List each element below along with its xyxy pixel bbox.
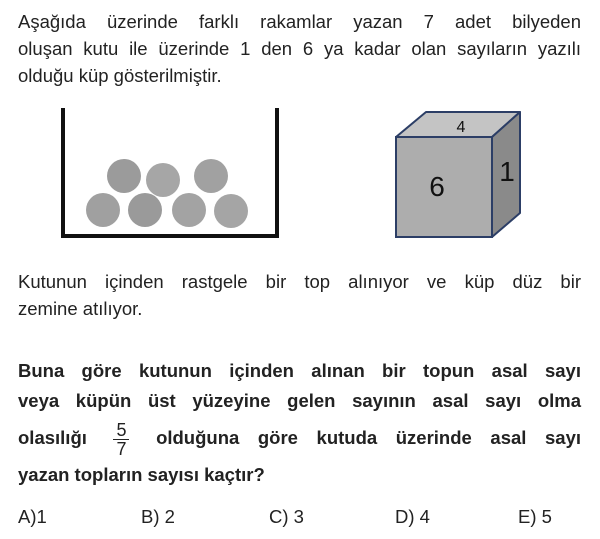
ball <box>128 193 162 227</box>
box-figure <box>63 108 277 236</box>
fraction-denominator: 7 <box>113 439 129 458</box>
answer-options <box>18 506 588 532</box>
ball <box>86 193 120 227</box>
event-line-1: Kutunun içinden rastgele bir top alınıyor ve küp düz bir <box>18 271 581 292</box>
intro-line-2: oluşan kutu ile üzerinde 1 den 6 ya kadar olan sayıların yazılı <box>18 38 581 59</box>
cube-side-number: 1 <box>499 156 515 187</box>
option-e[interactable]: E) 5 <box>518 506 552 527</box>
ball <box>214 194 248 228</box>
question-paragraph <box>18 356 581 490</box>
question-line-4: yazan topların sayısı kaçtır? <box>18 464 265 485</box>
cube-top-number: 4 <box>456 119 466 136</box>
event-line-2: zemine atılıyor. <box>18 298 143 319</box>
cube-front-number: 6 <box>429 171 445 202</box>
fraction-numerator: 5 <box>116 419 127 440</box>
question-line-3-end: olduğuna göre kutuda üzerinde asal sayı <box>156 427 581 448</box>
event-paragraph <box>18 268 581 322</box>
intro-line-1: Aşağıda üzerinde farklı rakamlar yazan 7 adet bilyeden <box>18 11 581 32</box>
ball <box>146 163 180 197</box>
question-line-3-start: olasılığı <box>18 427 87 448</box>
cube-figure <box>396 112 520 237</box>
ball <box>107 159 141 193</box>
probability-fraction <box>113 421 129 458</box>
question-line-1: Buna göre kutunun içinden alınan bir topun asal sayı <box>18 360 581 381</box>
option-c[interactable]: C) 3 <box>269 506 304 527</box>
ball <box>172 193 206 227</box>
question-line-2: veya küpün üst yüzeyine gelen sayının asal sayı olma <box>18 390 581 411</box>
option-d[interactable]: D) 4 <box>395 506 430 527</box>
option-a[interactable]: A)1 <box>18 506 47 527</box>
option-b[interactable]: B) 2 <box>141 506 175 527</box>
intro-line-3: olduğu küp gösterilmiştir. <box>18 65 222 86</box>
ball <box>194 159 228 193</box>
question-line-3 <box>18 416 581 460</box>
